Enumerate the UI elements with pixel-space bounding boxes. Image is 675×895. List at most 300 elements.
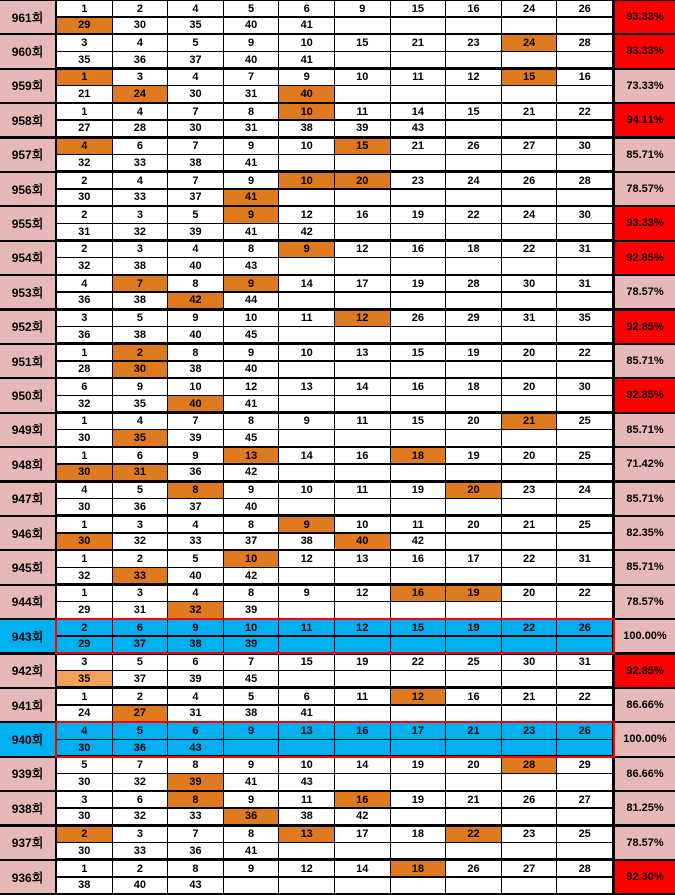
number-cell-bottom: 33 [113, 190, 168, 205]
number-cell-top: 16 [391, 586, 446, 601]
number-cell-bottom [446, 190, 501, 205]
number-cell-top: 5 [224, 689, 279, 704]
number-cell-top: 31 [557, 655, 612, 670]
number-cell-bottom: 41 [224, 774, 279, 789]
number-cell-bottom: 24 [57, 706, 112, 721]
draw-number-label: 936회 [0, 861, 55, 893]
number-cell-top: 9 [279, 414, 334, 429]
number-cell-bottom [446, 671, 501, 686]
draw-number-label: 941회 [0, 689, 55, 721]
number-cell-top: 14 [279, 276, 334, 291]
draw-row [0, 414, 675, 447]
number-cell-bottom: 31 [168, 706, 223, 721]
number-grid [57, 345, 613, 377]
number-cell-bottom: 30 [57, 534, 112, 549]
number-cell-bottom: 40 [335, 534, 390, 549]
number-cell-top: 9 [224, 173, 279, 188]
number-cell-top: 1 [57, 861, 112, 876]
number-cell-top: 30 [502, 276, 557, 291]
number-grid [57, 586, 613, 618]
number-cell-bottom [446, 740, 501, 755]
number-cell-top: 9 [168, 311, 223, 326]
number-cell-bottom [446, 809, 501, 824]
number-cell-bottom [557, 878, 612, 893]
number-cell-bottom [502, 637, 557, 652]
number-cell-bottom [557, 121, 612, 136]
number-grid [57, 139, 613, 171]
number-cell-top: 20 [446, 483, 501, 498]
number-cell-bottom [224, 878, 279, 893]
number-cell-bottom: 39 [224, 637, 279, 652]
number-cell-top: 12 [279, 861, 334, 876]
match-percentage: 73.33% [615, 70, 675, 102]
number-cell-bottom [446, 637, 501, 652]
number-cell-bottom: 37 [168, 52, 223, 67]
number-cell-bottom [446, 86, 501, 101]
number-grid [57, 414, 613, 446]
number-cell-bottom: 44 [224, 293, 279, 308]
number-cell-top: 12 [335, 311, 390, 326]
draw-number-label: 960회 [0, 35, 55, 67]
number-cell-bottom: 41 [279, 706, 334, 721]
number-cell-top: 23 [446, 35, 501, 50]
number-cell-top: 16 [335, 448, 390, 463]
number-cell-top: 6 [279, 689, 334, 704]
number-cell-bottom [335, 499, 390, 514]
number-cell-top: 13 [224, 448, 279, 463]
number-cell-top: 8 [224, 586, 279, 601]
number-cell-bottom [446, 18, 501, 33]
number-cell-bottom [446, 706, 501, 721]
number-cell-top: 6 [57, 379, 112, 394]
number-cell-bottom [391, 568, 446, 583]
number-cell-top: 2 [57, 827, 112, 842]
number-cell-top: 28 [446, 276, 501, 291]
number-cell-bottom [391, 465, 446, 480]
number-cell-top: 25 [446, 655, 501, 670]
number-cell-top: 19 [391, 758, 446, 773]
number-cell-bottom: 36 [224, 809, 279, 824]
number-cell-bottom: 39 [335, 121, 390, 136]
number-cell-bottom [446, 602, 501, 617]
number-cell-bottom [446, 327, 501, 342]
number-cell-top: 31 [502, 311, 557, 326]
number-cell-top: 22 [557, 345, 612, 360]
number-grid [57, 207, 613, 239]
number-cell-bottom: 41 [279, 18, 334, 33]
number-cell-top: 1 [57, 551, 112, 566]
number-cell-bottom: 41 [224, 224, 279, 239]
draw-number-label: 952회 [0, 311, 55, 343]
number-cell-top: 12 [224, 379, 279, 394]
number-cell-top: 9 [113, 379, 168, 394]
draw-number-label: 944회 [0, 586, 55, 618]
number-cell-top: 20 [335, 173, 390, 188]
number-cell-top: 16 [446, 1, 501, 16]
number-cell-bottom [502, 155, 557, 170]
number-cell-bottom: 30 [57, 499, 112, 514]
number-cell-bottom [391, 18, 446, 33]
number-cell-top: 12 [335, 620, 390, 635]
number-grid [57, 758, 613, 790]
number-grid [57, 173, 613, 205]
number-cell-top: 9 [224, 792, 279, 807]
match-percentage: 78.57% [615, 276, 675, 308]
number-cell-bottom: 30 [57, 740, 112, 755]
draw-number-label: 950회 [0, 379, 55, 411]
draw-row [0, 1, 675, 34]
number-cell-bottom: 38 [168, 362, 223, 377]
number-cell-bottom [391, 774, 446, 789]
number-cell-top: 25 [557, 414, 612, 429]
number-cell-top: 7 [168, 104, 223, 119]
number-cell-top: 4 [168, 517, 223, 532]
number-cell-bottom: 32 [113, 534, 168, 549]
number-cell-bottom [557, 671, 612, 686]
number-cell-bottom: 32 [113, 809, 168, 824]
number-cell-bottom: 42 [224, 465, 279, 480]
number-cell-bottom: 30 [57, 465, 112, 480]
number-cell-bottom: 33 [168, 809, 223, 824]
number-grid [57, 827, 613, 859]
number-cell-bottom [335, 878, 390, 893]
number-cell-bottom [391, 809, 446, 824]
number-cell-top: 11 [391, 517, 446, 532]
number-grid [57, 483, 613, 515]
number-cell-bottom: 35 [57, 671, 112, 686]
number-cell-top: 5 [168, 551, 223, 566]
number-cell-bottom: 27 [57, 121, 112, 136]
number-cell-bottom [446, 430, 501, 445]
number-cell-bottom [279, 190, 334, 205]
number-cell-top: 5 [113, 483, 168, 498]
number-cell-bottom [502, 362, 557, 377]
number-cell-top: 24 [446, 173, 501, 188]
number-cell-top: 31 [557, 551, 612, 566]
number-cell-top: 25 [557, 448, 612, 463]
number-cell-top: 10 [335, 70, 390, 85]
number-cell-bottom: 39 [224, 602, 279, 617]
number-cell-bottom [502, 224, 557, 239]
number-cell-top: 27 [502, 139, 557, 154]
number-cell-top: 9 [168, 448, 223, 463]
number-cell-bottom [335, 18, 390, 33]
number-cell-top: 13 [335, 551, 390, 566]
number-cell-top: 22 [446, 207, 501, 222]
draw-row [0, 517, 675, 550]
number-cell-bottom [391, 499, 446, 514]
number-cell-top: 8 [168, 276, 223, 291]
number-cell-bottom [557, 602, 612, 617]
number-cell-bottom [557, 534, 612, 549]
match-percentage: 82.35% [615, 517, 675, 549]
number-cell-top: 9 [224, 861, 279, 876]
number-grid [57, 35, 613, 67]
number-cell-bottom: 38 [279, 534, 334, 549]
match-percentage: 92.85% [615, 311, 675, 343]
number-cell-top: 3 [57, 792, 112, 807]
number-cell-top: 19 [391, 483, 446, 498]
number-cell-top: 4 [57, 139, 112, 154]
number-cell-bottom [557, 190, 612, 205]
number-cell-bottom [335, 258, 390, 273]
number-cell-bottom [446, 465, 501, 480]
number-cell-bottom: 39 [168, 430, 223, 445]
number-cell-top: 19 [391, 276, 446, 291]
number-cell-top: 12 [335, 586, 390, 601]
number-cell-top: 6 [113, 448, 168, 463]
number-cell-bottom [557, 362, 612, 377]
number-cell-bottom [279, 602, 334, 617]
number-grid [57, 861, 613, 893]
number-cell-top: 28 [557, 861, 612, 876]
number-cell-top: 6 [113, 620, 168, 635]
number-cell-bottom [391, 362, 446, 377]
number-cell-bottom [446, 534, 501, 549]
number-cell-bottom: 36 [113, 52, 168, 67]
number-cell-top: 11 [391, 70, 446, 85]
number-cell-top: 22 [391, 655, 446, 670]
number-cell-bottom [391, 706, 446, 721]
number-cell-top: 8 [224, 104, 279, 119]
number-cell-top: 15 [335, 35, 390, 50]
number-cell-bottom [335, 224, 390, 239]
draw-number-label: 947회 [0, 483, 55, 515]
number-cell-top: 21 [502, 689, 557, 704]
number-cell-bottom: 30 [113, 18, 168, 33]
number-cell-top: 11 [335, 483, 390, 498]
number-grid [57, 620, 613, 652]
number-cell-bottom: 33 [113, 568, 168, 583]
number-cell-top: 18 [446, 379, 501, 394]
number-cell-top: 10 [224, 620, 279, 635]
number-cell-top: 6 [279, 1, 334, 16]
number-cell-bottom: 45 [224, 671, 279, 686]
number-cell-bottom [391, 190, 446, 205]
number-cell-bottom: 43 [224, 258, 279, 273]
number-cell-top: 22 [502, 242, 557, 257]
number-cell-top: 11 [335, 689, 390, 704]
number-grid [57, 517, 613, 549]
number-grid [57, 276, 613, 308]
number-cell-top: 10 [279, 758, 334, 773]
number-cell-top: 13 [279, 723, 334, 738]
number-cell-top: 26 [502, 792, 557, 807]
number-cell-bottom: 36 [168, 843, 223, 858]
number-cell-top: 7 [224, 70, 279, 85]
number-cell-bottom: 28 [113, 121, 168, 136]
draw-row [0, 139, 675, 172]
number-cell-top: 1 [57, 70, 112, 85]
match-percentage: 78.57% [615, 586, 675, 618]
number-cell-top: 9 [224, 345, 279, 360]
number-cell-bottom [502, 843, 557, 858]
number-cell-bottom: 36 [57, 293, 112, 308]
number-cell-top: 4 [168, 586, 223, 601]
number-cell-bottom [446, 121, 501, 136]
number-cell-bottom: 30 [168, 121, 223, 136]
number-cell-top: 26 [557, 723, 612, 738]
number-cell-bottom: 33 [113, 843, 168, 858]
number-cell-bottom: 32 [113, 774, 168, 789]
number-cell-bottom: 38 [168, 637, 223, 652]
number-cell-bottom: 32 [57, 568, 112, 583]
number-cell-top: 21 [446, 792, 501, 807]
number-cell-top: 2 [57, 207, 112, 222]
number-cell-top: 5 [113, 311, 168, 326]
number-cell-top: 10 [279, 139, 334, 154]
number-cell-top: 8 [224, 517, 279, 532]
number-cell-bottom [391, 258, 446, 273]
number-cell-top: 3 [57, 311, 112, 326]
number-cell-top: 8 [168, 758, 223, 773]
number-cell-bottom [391, 52, 446, 67]
number-cell-bottom: 28 [57, 362, 112, 377]
number-cell-bottom [557, 499, 612, 514]
number-cell-top: 13 [279, 827, 334, 842]
draw-number-label: 940회 [0, 723, 55, 755]
match-percentage: 92.85% [615, 655, 675, 687]
number-cell-top: 3 [113, 242, 168, 257]
number-cell-bottom: 40 [113, 878, 168, 893]
number-cell-top: 10 [224, 311, 279, 326]
match-percentage: 94.11% [615, 104, 675, 136]
number-cell-bottom: 24 [113, 86, 168, 101]
number-cell-top: 16 [391, 242, 446, 257]
draw-row [0, 311, 675, 344]
number-cell-bottom [502, 121, 557, 136]
number-cell-top: 24 [557, 483, 612, 498]
number-cell-bottom: 38 [57, 878, 112, 893]
number-cell-top: 16 [391, 551, 446, 566]
number-grid [57, 242, 613, 274]
draw-number-label: 946회 [0, 517, 55, 549]
number-cell-top: 7 [113, 276, 168, 291]
number-cell-top: 8 [168, 345, 223, 360]
number-cell-bottom: 37 [168, 190, 223, 205]
number-cell-top: 12 [279, 207, 334, 222]
draw-row [0, 861, 675, 894]
number-cell-top: 29 [557, 758, 612, 773]
number-cell-top: 15 [446, 104, 501, 119]
number-cell-bottom: 42 [224, 568, 279, 583]
number-cell-top: 3 [113, 827, 168, 842]
number-cell-top: 7 [113, 758, 168, 773]
number-cell-top: 5 [57, 758, 112, 773]
number-cell-bottom [335, 362, 390, 377]
draw-row [0, 655, 675, 688]
number-cell-top: 9 [335, 1, 390, 16]
number-cell-top: 20 [502, 379, 557, 394]
number-cell-top: 14 [279, 448, 334, 463]
number-cell-bottom [557, 18, 612, 33]
number-cell-bottom [502, 293, 557, 308]
number-cell-bottom: 40 [224, 362, 279, 377]
number-cell-top: 22 [557, 689, 612, 704]
number-cell-bottom [279, 740, 334, 755]
number-cell-bottom: 39 [168, 224, 223, 239]
number-cell-top: 27 [502, 861, 557, 876]
draw-row [0, 379, 675, 412]
number-cell-bottom: 38 [279, 121, 334, 136]
number-cell-top: 9 [279, 242, 334, 257]
number-cell-bottom: 45 [224, 327, 279, 342]
number-cell-top: 1 [57, 689, 112, 704]
number-cell-bottom: 38 [224, 706, 279, 721]
number-cell-bottom [335, 52, 390, 67]
number-cell-top: 20 [446, 758, 501, 773]
match-percentage: 71.42% [615, 448, 675, 480]
number-cell-bottom [502, 568, 557, 583]
number-cell-top: 13 [279, 379, 334, 394]
draw-row [0, 586, 675, 619]
number-cell-bottom [502, 602, 557, 617]
number-cell-top: 5 [224, 1, 279, 16]
number-grid [57, 689, 613, 721]
number-cell-bottom [335, 430, 390, 445]
number-cell-bottom [446, 843, 501, 858]
number-cell-top: 9 [224, 207, 279, 222]
number-cell-bottom [391, 637, 446, 652]
number-grid [57, 792, 613, 824]
number-cell-top: 27 [557, 792, 612, 807]
number-cell-top: 11 [335, 414, 390, 429]
number-cell-bottom [335, 396, 390, 411]
number-cell-top: 18 [391, 861, 446, 876]
number-cell-top: 9 [279, 586, 334, 601]
number-cell-bottom [502, 671, 557, 686]
number-cell-bottom: 36 [113, 740, 168, 755]
number-cell-top: 7 [168, 173, 223, 188]
number-cell-top: 10 [224, 551, 279, 566]
draw-row [0, 551, 675, 584]
number-cell-top: 22 [557, 104, 612, 119]
number-cell-top: 31 [557, 276, 612, 291]
number-cell-top: 16 [446, 689, 501, 704]
number-cell-bottom: 31 [113, 602, 168, 617]
number-cell-top: 2 [57, 173, 112, 188]
number-cell-top: 15 [335, 139, 390, 154]
number-cell-bottom [335, 327, 390, 342]
number-cell-top: 7 [168, 414, 223, 429]
number-cell-top: 4 [168, 1, 223, 16]
number-cell-top: 6 [168, 723, 223, 738]
number-cell-bottom: 36 [168, 465, 223, 480]
number-cell-top: 19 [446, 620, 501, 635]
draw-number-label: 939회 [0, 758, 55, 790]
number-cell-bottom [279, 637, 334, 652]
number-cell-bottom [446, 774, 501, 789]
number-cell-bottom: 30 [57, 190, 112, 205]
number-cell-top: 14 [335, 861, 390, 876]
number-cell-top: 2 [113, 345, 168, 360]
number-cell-top: 10 [335, 517, 390, 532]
number-cell-top: 2 [113, 1, 168, 16]
number-cell-top: 2 [57, 620, 112, 635]
number-cell-top: 17 [335, 827, 390, 842]
number-cell-top: 17 [391, 723, 446, 738]
number-cell-top: 20 [502, 345, 557, 360]
number-cell-bottom: 41 [224, 190, 279, 205]
match-percentage: 100.00% [615, 620, 675, 652]
number-cell-bottom [335, 190, 390, 205]
number-cell-top: 19 [391, 792, 446, 807]
draw-number-label: 955회 [0, 207, 55, 239]
number-cell-top: 9 [224, 723, 279, 738]
number-cell-bottom: 42 [168, 293, 223, 308]
draw-row [0, 723, 675, 756]
number-cell-bottom: 36 [57, 327, 112, 342]
